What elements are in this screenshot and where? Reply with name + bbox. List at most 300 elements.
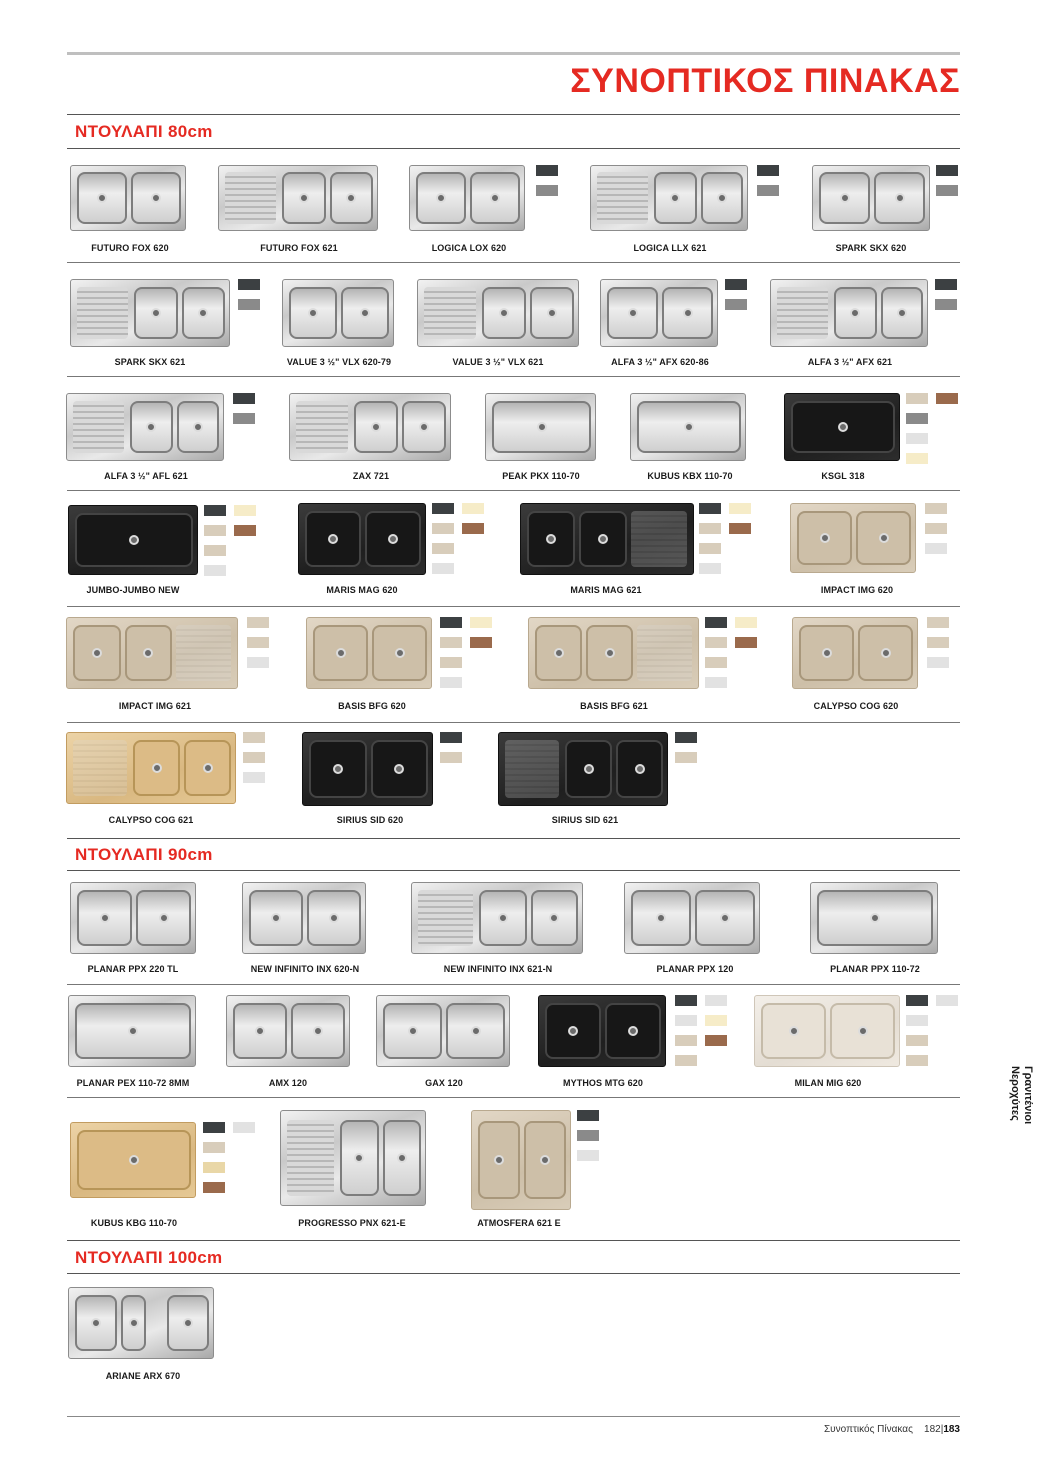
sink-bowl: [856, 511, 911, 565]
drain-icon: [360, 308, 370, 318]
drain-icon: [308, 308, 318, 318]
drain-icon: [395, 648, 405, 658]
drain-icon: [684, 422, 694, 432]
color-swatch-stone: [243, 752, 265, 763]
drain-icon: [198, 308, 208, 318]
sirius-sid-620-label: SIRIUS SID 620: [336, 815, 404, 825]
sink-bowl: [479, 890, 527, 946]
drain-icon: [313, 1026, 323, 1036]
drain-icon: [143, 648, 153, 658]
sink-bowl: [134, 287, 178, 340]
maris-mag-620-label: MARIS MAG 620: [326, 585, 398, 595]
new-infinito-inx-621-n-image: [411, 882, 583, 954]
planar-pex-110-72-8mm-label: PLANAR PEX 110-72 8MM: [76, 1078, 190, 1088]
color-swatch-stone: [204, 525, 226, 536]
drain-icon: [897, 308, 907, 318]
drainboard: [777, 287, 828, 340]
drain-icon: [436, 193, 446, 203]
sink-bowl: [182, 287, 226, 340]
sink-bowl: [586, 625, 633, 681]
sink-bowl: [637, 401, 741, 454]
alfa-3-afx-620-86-label: ALFA 3 ½" AFX 620-86: [611, 357, 709, 367]
color-swatch-steel: [238, 299, 260, 310]
spark-skx-620-label: SPARK SKX 620: [835, 243, 907, 253]
color-swatch-stone: [927, 637, 949, 648]
bottom-rule: [67, 1416, 960, 1417]
color-swatch-silver: [927, 657, 949, 668]
sink-bowl: [313, 625, 368, 681]
impact-img-620-label: IMPACT IMG 620: [820, 585, 894, 595]
basis-bfg-620-image: [306, 617, 432, 689]
drainboard: [424, 287, 476, 340]
sink-bowl: [249, 890, 303, 946]
color-swatch-steel: [577, 1130, 599, 1141]
sink-bowl: [131, 172, 181, 223]
color-swatch-stone: [440, 752, 462, 763]
sink-bowl: [478, 1121, 520, 1199]
sink-bowl: [470, 172, 520, 223]
color-swatch-graphite: [440, 732, 462, 743]
color-swatch-stone: [247, 617, 269, 628]
color-swatch-stone: [675, 752, 697, 763]
color-swatch-cream: [470, 617, 492, 628]
drain-icon: [129, 1318, 139, 1328]
sink-bowl: [383, 1120, 422, 1195]
sink-bowl: [874, 172, 925, 223]
color-swatch-brown: [705, 1035, 727, 1046]
row-separator: [67, 606, 960, 607]
drain-icon: [628, 308, 638, 318]
spark-skx-621-label: SPARK SKX 621: [114, 357, 186, 367]
side-tab: [1000, 1066, 1040, 1136]
sink-bowl: [701, 172, 744, 223]
footer: [824, 1424, 960, 1435]
drainboard: [631, 511, 687, 567]
planar-ppx-120-label: PLANAR PPX 120: [656, 964, 734, 974]
futuro-fox-620-label: FUTURO FOX 620: [91, 243, 169, 253]
color-swatch-stone: [675, 1055, 697, 1066]
sink-bowl: [535, 625, 582, 681]
new-infinito-inx-621-n-label: NEW INFINITO INX 621-N: [443, 964, 553, 974]
calypso-cog-621-image: [66, 732, 236, 804]
drain-icon: [333, 764, 343, 774]
impact-img-621-image: [66, 617, 238, 689]
section-title-90cm: ΝΤΟΥΛΑΠΙ 90cm: [75, 845, 213, 864]
sink-bowl: [631, 890, 691, 946]
color-swatch-graphite: [440, 617, 462, 628]
color-swatch-graphite: [675, 995, 697, 1006]
drain-icon: [568, 1026, 578, 1036]
sink-bowl: [662, 287, 713, 340]
color-swatch-steel: [757, 185, 779, 196]
sink-bowl: [372, 625, 427, 681]
sink-bowl: [482, 287, 526, 340]
drain-icon: [635, 764, 645, 774]
sink-bowl: [282, 172, 326, 223]
color-swatch-brown: [462, 523, 484, 534]
drain-icon: [547, 308, 557, 318]
impact-img-621-label: IMPACT IMG 621: [118, 701, 192, 711]
color-swatch-graphite: [725, 279, 747, 290]
planar-ppx-120-image: [624, 882, 760, 954]
alfa-3-afl-621-label: ALFA 3 ½" AFL 621: [104, 471, 188, 481]
calypso-cog-621-label: CALYPSO COG 621: [108, 815, 194, 825]
drain-icon: [670, 193, 680, 203]
drainboard: [176, 625, 231, 681]
drain-icon: [129, 1155, 139, 1165]
section-rule: [67, 838, 960, 839]
color-swatch-brown: [470, 637, 492, 648]
row-separator: [67, 376, 960, 377]
row-separator: [67, 984, 960, 985]
row-separator: [67, 490, 960, 491]
drain-icon: [159, 913, 169, 923]
sink-bowl: [799, 625, 854, 681]
color-swatch-cream: [729, 503, 751, 514]
alfa-3-afx-620-86-image: [600, 279, 718, 347]
drain-icon: [336, 648, 346, 658]
drain-icon: [605, 648, 615, 658]
drain-icon: [271, 913, 281, 923]
color-swatch-stone: [705, 637, 727, 648]
maris-mag-620-image: [298, 503, 426, 575]
sink-bowl: [416, 172, 466, 223]
sink-bowl: [881, 287, 924, 340]
sink-bowl: [130, 401, 173, 454]
calypso-cog-620-label: CALYPSO COG 620: [813, 701, 899, 711]
sink-bowl: [579, 511, 627, 567]
drain-icon: [720, 913, 730, 923]
zax-721-label: ZAX 721: [352, 471, 390, 481]
drain-icon: [838, 422, 848, 432]
drain-icon: [329, 913, 339, 923]
jumbo-jumbo-new-label: JUMBO-JUMBO NEW: [86, 585, 180, 595]
color-swatch-graphite: [757, 165, 779, 176]
sirius-sid-621-label: SIRIUS SID 621: [551, 815, 619, 825]
value-3-vlx-620-79-label: VALUE 3 ½" VLX 620-79: [286, 357, 392, 367]
sink-bowl: [797, 511, 852, 565]
peak-pkx-110-70-image: [485, 393, 596, 461]
drain-icon: [628, 1026, 638, 1036]
sink-bowl: [330, 172, 374, 223]
color-swatch-silver: [699, 563, 721, 574]
sink-bowl: [654, 172, 697, 223]
color-swatch-silver: [925, 543, 947, 554]
sirius-sid-620-image: [302, 732, 433, 806]
drain-icon: [499, 308, 509, 318]
progresso-pnx-621-e-label: PROGRESSO PNX 621-E: [298, 1218, 406, 1228]
sink-bowl: [834, 287, 877, 340]
section-rule: [67, 114, 960, 115]
progresso-pnx-621-e-image: [280, 1110, 426, 1206]
color-swatch-stone: [699, 523, 721, 534]
drainboard: [77, 287, 128, 340]
color-swatch-silver: [440, 677, 462, 688]
color-swatch-graphite: [204, 505, 226, 516]
drain-icon: [152, 763, 162, 773]
drain-icon: [554, 648, 564, 658]
amx-120-label: AMX 120: [268, 1078, 308, 1088]
sink-bowl: [605, 1003, 661, 1059]
sink-bowl: [121, 1295, 146, 1351]
maris-mag-621-label: MARIS MAG 621: [570, 585, 642, 595]
drain-icon: [388, 534, 398, 544]
color-swatch-graphite: [675, 732, 697, 743]
section-rule: [67, 1240, 960, 1241]
color-swatch-silver: [243, 772, 265, 783]
ariane-arx-670-image: [68, 1287, 214, 1359]
color-swatch-stone: [432, 543, 454, 554]
drain-icon: [546, 534, 556, 544]
planar-pex-110-72-8mm-image: [68, 995, 196, 1067]
color-swatch-stone: [440, 657, 462, 668]
drain-icon: [490, 193, 500, 203]
drain-icon: [850, 308, 860, 318]
color-swatch-brown: [936, 393, 958, 404]
new-infinito-inx-620-n-label: NEW INFINITO INX 620-N: [250, 964, 360, 974]
drain-icon: [537, 422, 547, 432]
drain-icon: [858, 1026, 868, 1036]
color-swatch-brown: [203, 1182, 225, 1193]
drainboard: [597, 172, 648, 223]
sink-bowl: [354, 401, 398, 454]
color-swatch-brown: [234, 525, 256, 536]
color-swatch-graphite: [577, 1110, 599, 1121]
drain-icon: [549, 913, 559, 923]
section-rule: [67, 148, 960, 149]
mythos-mtg-620-image: [538, 995, 666, 1067]
drainboard: [73, 401, 124, 454]
section-rule: [67, 1273, 960, 1274]
drainboard: [637, 625, 692, 681]
sink-bowl: [77, 890, 132, 946]
color-swatch-stone: [243, 732, 265, 743]
sink-bowl: [133, 740, 180, 796]
drain-icon: [151, 308, 161, 318]
basis-bfg-620-label: BASIS BFG 620: [338, 701, 406, 711]
drain-icon: [584, 764, 594, 774]
ksgl-318-image: [784, 393, 900, 461]
color-swatch-stone: [440, 637, 462, 648]
color-swatch-steel: [906, 413, 928, 424]
color-swatch-stone: [247, 637, 269, 648]
color-swatch-graphite: [536, 165, 558, 176]
sink-bowl: [136, 890, 191, 946]
sink-bowl: [75, 513, 193, 567]
color-swatch-brown: [735, 637, 757, 648]
drain-icon: [100, 913, 110, 923]
drain-icon: [870, 913, 880, 923]
drain-icon: [183, 1318, 193, 1328]
color-swatch-silver: [705, 677, 727, 688]
drain-icon: [203, 763, 213, 773]
drain-icon: [879, 533, 889, 543]
drain-icon: [146, 422, 156, 432]
color-swatch-stone: [906, 1035, 928, 1046]
alfa-3-afx-621-image: [770, 279, 928, 347]
sink-bowl: [184, 740, 231, 796]
logica-lox-620-image: [409, 165, 525, 231]
amx-120-image: [226, 995, 350, 1067]
spark-skx-620-image: [812, 165, 930, 231]
gax-120-label: GAX 120: [425, 1078, 463, 1088]
ariane-arx-670-label: ARIANE ARX 670: [105, 1371, 181, 1381]
sink-bowl: [446, 1003, 505, 1059]
sink-bowl: [383, 1003, 442, 1059]
atmosfera-621-e-label: ATMOSFERA 621 E: [477, 1218, 561, 1228]
sink-bowl: [371, 740, 429, 798]
section-title-80cm: ΝΤΟΥΛΑΠΙ 80cm: [75, 122, 213, 141]
color-swatch-stone: [675, 1035, 697, 1046]
sink-bowl: [607, 287, 658, 340]
color-swatch-graphite: [936, 165, 958, 176]
drain-icon: [419, 422, 429, 432]
sink-bowl: [291, 1003, 345, 1059]
sink-bowl: [341, 287, 389, 340]
sink-bowl: [309, 740, 367, 798]
ksgl-318-label: KSGL 318: [821, 471, 865, 481]
color-swatch-graphite: [705, 617, 727, 628]
color-swatch-sand: [203, 1162, 225, 1173]
sink-bowl: [830, 1003, 895, 1059]
sink-bowl: [289, 287, 337, 340]
color-swatch-silver: [247, 657, 269, 668]
color-swatch-stone: [204, 545, 226, 556]
drain-icon: [299, 193, 309, 203]
color-swatch-silver: [233, 1122, 255, 1133]
new-infinito-inx-620-n-image: [242, 882, 366, 954]
sink-bowl: [817, 890, 933, 946]
drain-icon: [789, 1026, 799, 1036]
gax-120-image: [376, 995, 510, 1067]
drain-icon: [881, 648, 891, 658]
color-swatch-silver: [705, 995, 727, 1006]
basis-bfg-621-label: BASIS BFG 621: [580, 701, 648, 711]
color-swatch-stone: [925, 503, 947, 514]
color-swatch-stone: [906, 393, 928, 404]
sink-bowl: [73, 625, 121, 681]
row-separator: [67, 262, 960, 263]
sink-bowl: [75, 1003, 191, 1059]
color-swatch-graphite: [906, 995, 928, 1006]
sink-bowl: [545, 1003, 601, 1059]
impact-img-620-image: [790, 503, 916, 573]
color-swatch-stone: [699, 543, 721, 554]
color-swatch-graphite: [699, 503, 721, 514]
drain-icon: [494, 1155, 504, 1165]
milan-mig-620-label: MILAN MIG 620: [794, 1078, 862, 1088]
section-title-100cm: ΝΤΟΥΛΑΠΙ 100cm: [75, 1248, 223, 1267]
sink-bowl: [402, 401, 446, 454]
milan-mig-620-image: [754, 995, 900, 1067]
drain-icon: [128, 1026, 138, 1036]
sink-bowl: [819, 172, 870, 223]
sink-bowl: [167, 1295, 209, 1351]
kubus-kbg-110-70-label: KUBUS KBG 110-70: [90, 1218, 178, 1228]
color-swatch-graphite: [233, 393, 255, 404]
color-swatch-graphite: [203, 1122, 225, 1133]
drain-icon: [397, 1153, 407, 1163]
sink-bowl: [307, 890, 361, 946]
sink-bowl: [527, 511, 575, 567]
color-swatch-cream: [906, 453, 928, 464]
jumbo-jumbo-new-image: [68, 505, 198, 575]
drainboard: [225, 172, 276, 223]
drain-icon: [97, 193, 107, 203]
sink-bowl: [75, 1295, 117, 1351]
basis-bfg-621-image: [528, 617, 699, 689]
color-swatch-silver: [906, 1015, 928, 1026]
color-swatch-brown: [729, 523, 751, 534]
sink-bowl: [77, 1130, 191, 1189]
alfa-3-afl-621-image: [66, 393, 224, 461]
color-swatch-silver: [577, 1150, 599, 1161]
drain-icon: [471, 1026, 481, 1036]
color-swatch-steel: [936, 185, 958, 196]
sink-bowl: [531, 890, 579, 946]
color-swatch-silver: [675, 1015, 697, 1026]
color-swatch-silver: [936, 995, 958, 1006]
sink-bowl: [305, 511, 361, 567]
color-swatch-graphite: [935, 279, 957, 290]
sink-bowl: [530, 287, 574, 340]
logica-lox-620-label: LOGICA LOX 620: [431, 243, 507, 253]
value-3-vlx-621-label: VALUE 3 ½" VLX 621: [452, 357, 544, 367]
color-swatch-cream: [462, 503, 484, 514]
page-title: ΣΥΝΟΠΤΙΚΟΣ ΠΙΝΑΚΑΣ: [570, 62, 960, 100]
sink-bowl: [492, 401, 591, 454]
calypso-cog-620-image: [792, 617, 918, 689]
drain-icon: [822, 648, 832, 658]
maris-mag-621-image: [520, 503, 694, 575]
sink-bowl: [524, 1121, 566, 1199]
row-separator: [67, 722, 960, 723]
color-swatch-cream: [234, 505, 256, 516]
sink-bowl: [125, 625, 173, 681]
color-swatch-steel: [536, 185, 558, 196]
atmosfera-621-e-image: [471, 1110, 571, 1210]
drain-icon: [840, 193, 850, 203]
color-swatch-stone: [927, 617, 949, 628]
drainboard: [505, 740, 559, 798]
value-3-vlx-620-79-image: [282, 279, 394, 347]
drain-icon: [371, 422, 381, 432]
drain-icon: [498, 913, 508, 923]
sink-bowl: [761, 1003, 826, 1059]
page-number-right: 183: [943, 1424, 960, 1435]
drain-icon: [820, 533, 830, 543]
sink-bowl: [565, 740, 612, 798]
drain-icon: [151, 193, 161, 203]
drain-icon: [129, 535, 139, 545]
color-swatch-silver: [906, 433, 928, 444]
futuro-fox-621-image: [218, 165, 378, 231]
sink-bowl: [177, 401, 220, 454]
drain-icon: [346, 193, 356, 203]
sink-bowl: [791, 401, 895, 454]
planar-ppx-220-tl-label: PLANAR PPX 220 TL: [87, 964, 179, 974]
drain-icon: [895, 193, 905, 203]
color-swatch-stone: [203, 1142, 225, 1153]
color-swatch-stone: [906, 1055, 928, 1066]
drainboard: [73, 740, 127, 796]
logica-llx-621-image: [590, 165, 748, 231]
sink-bowl: [858, 625, 913, 681]
side-tab-line1: Γρανιτένιοι: [1022, 1066, 1034, 1125]
drain-icon: [255, 1026, 265, 1036]
color-swatch-silver: [204, 565, 226, 576]
color-swatch-steel: [725, 299, 747, 310]
